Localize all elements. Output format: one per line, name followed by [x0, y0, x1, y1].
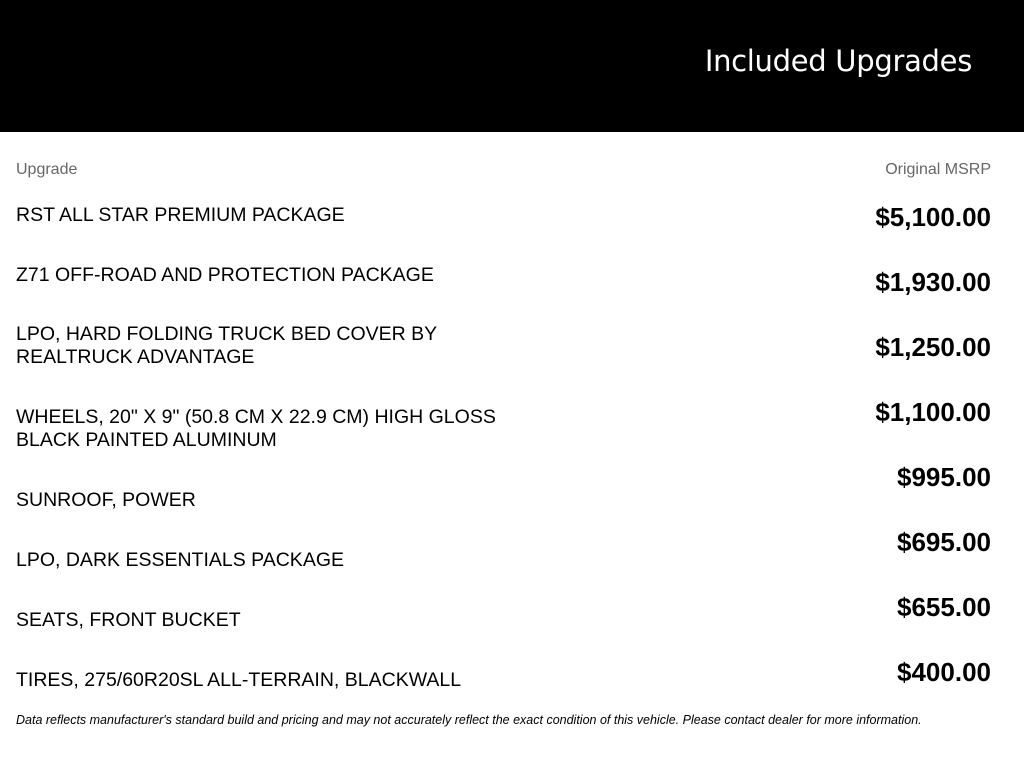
upgrade-name [16, 549, 576, 572]
upgrade-name [16, 406, 576, 452]
upgrade-name-line: LPO, HARD FOLDING TRUCK BED COVER BY [16, 323, 438, 345]
header-bar [0, 0, 1024, 132]
upgrade-price: $1,250.00 [875, 332, 991, 362]
upgrade-name-line: LPO, DARK ESSENTIALS PACKAGE [16, 549, 344, 571]
column-header-upgrade: Upgrade [16, 161, 78, 178]
upgrade-price: $1,100.00 [875, 397, 991, 427]
upgrade-name-line: WHEELS, 20" X 9" (50.8 CM X 22.9 CM) HIGH GLOSS [16, 406, 496, 428]
upgrade-name [16, 669, 576, 692]
upgrade-name-line: REALTRUCK ADVANTAGE [16, 346, 255, 368]
upgrade-name [16, 323, 576, 369]
upgrade-name-line: Z71 OFF-ROAD AND PROTECTION PACKAGE [16, 264, 434, 286]
disclaimer-text: Data reflects manufacturer's standard build and pricing and may not accurately reflect the exact condition of this vehicle. Please contact dealer for more information. [16, 713, 922, 727]
upgrade-name [16, 264, 576, 287]
upgrade-name-line: SUNROOF, POWER [16, 489, 196, 511]
upgrade-name-line: BLACK PAINTED ALUMINUM [16, 429, 277, 451]
column-header-msrp: Original MSRP [885, 161, 991, 178]
upgrade-price: $995.00 [897, 462, 991, 492]
page-title: Included Upgrades [704, 44, 972, 78]
upgrade-price: $5,100.00 [875, 202, 991, 232]
upgrade-price: $695.00 [897, 527, 991, 557]
upgrade-price: $400.00 [897, 657, 991, 687]
upgrade-name [16, 489, 576, 512]
upgrade-name-line: RST ALL STAR PREMIUM PACKAGE [16, 204, 345, 226]
upgrade-name-line: TIRES, 275/60R20SL ALL-TERRAIN, BLACKWALL [16, 669, 462, 691]
upgrade-price: $655.00 [897, 592, 991, 622]
upgrade-price: $1,930.00 [875, 267, 991, 297]
upgrade-name-line: SEATS, FRONT BUCKET [16, 609, 241, 631]
upgrade-name [16, 609, 576, 632]
upgrade-name [16, 204, 576, 227]
